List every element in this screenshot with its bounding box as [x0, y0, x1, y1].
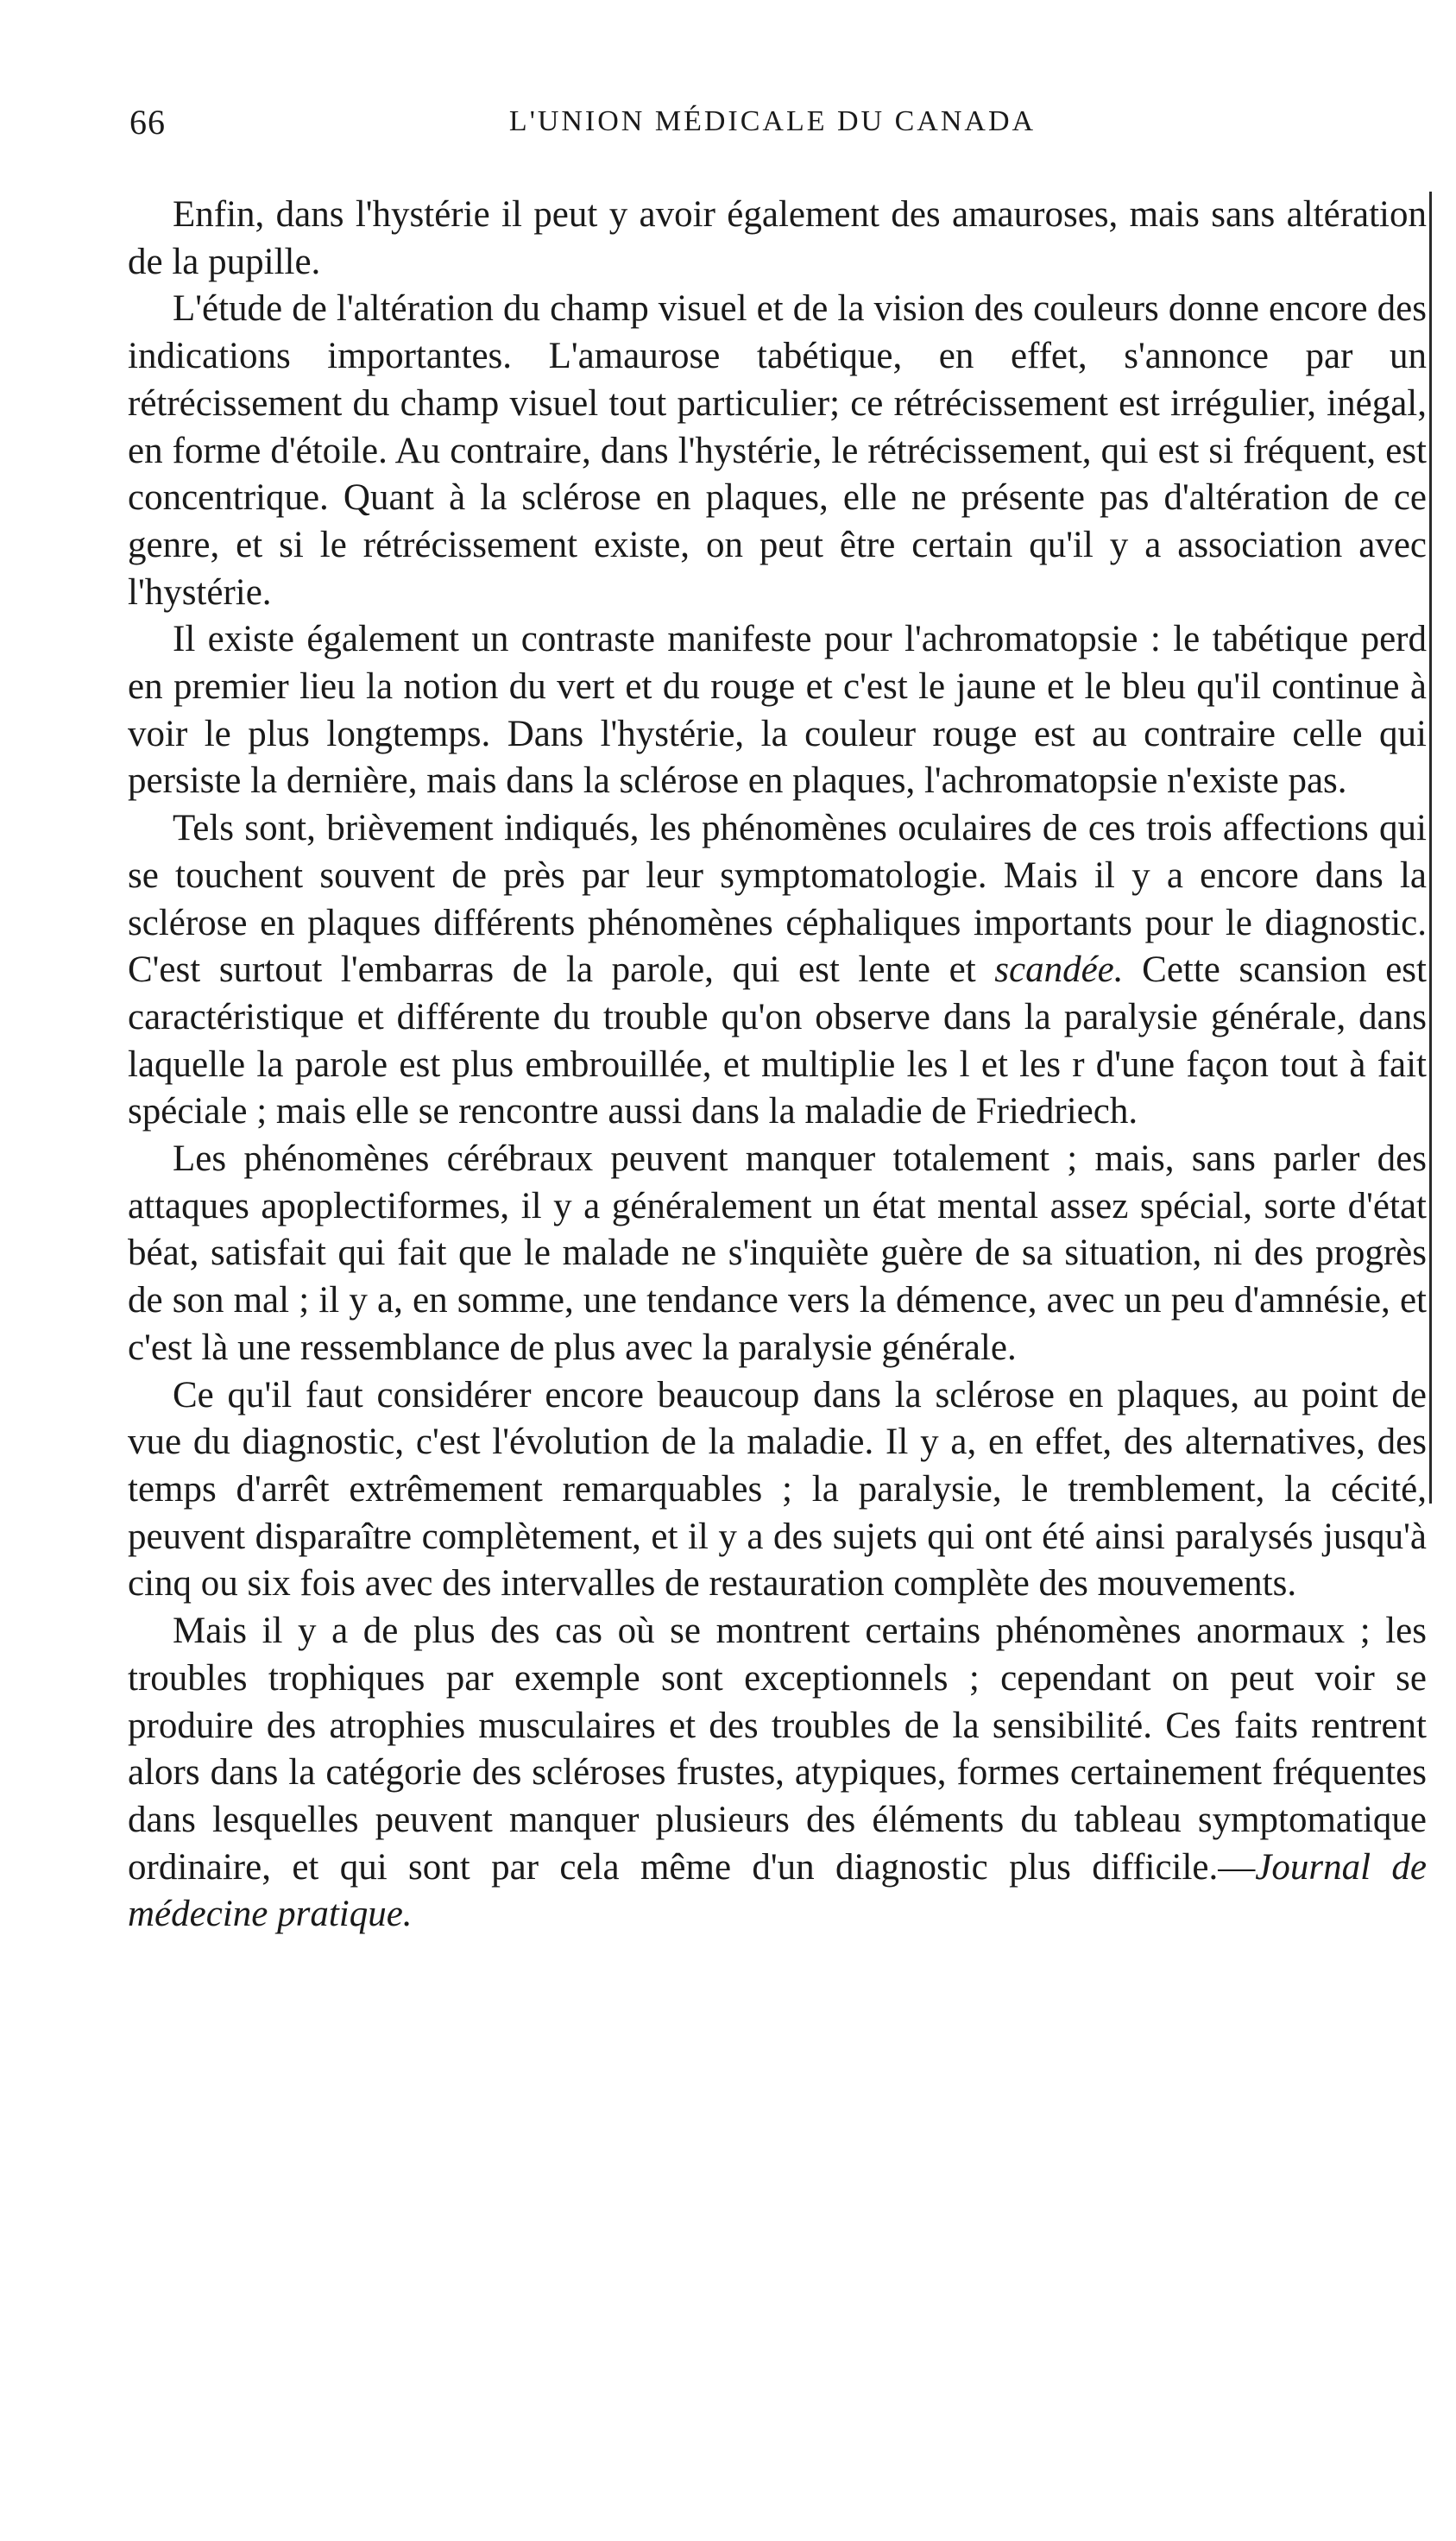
italic-term: scandée. [994, 949, 1124, 991]
paragraph-phenomenes-anormaux [128, 1608, 1427, 1939]
margin-rule [1429, 192, 1432, 1504]
page-number: 66 [129, 103, 166, 142]
paragraph-achromatopsie [128, 616, 1427, 805]
paragraph-text: Tels sont, brièvement indiqués, les phénomènes oculaires de ces trois affections qui se touchent souvent de près par leur symptomatologie. Mais il y a encore dans la sclérose en plaques différents phénomènes céphaliques importants pour le diagnostic. C'est surtout l'embarras de la parole, qui est lente et [128, 808, 1427, 991]
paragraph-text: Cette scansion est caractéristique et différente du trouble qu'on observe dans la paralysie générale, dans laquelle la parole est plus embrouillée, et multiplie les l et les r d'une façon tout à fait spéciale ; mais elle se rencontre aussi dans la maladie de Friedriech. [128, 949, 1427, 1132]
paragraph-text: Mais il y a de plus des cas où se montrent certains phénomènes anormaux ; les troubles trophiques par exemple sont exceptionnels ; cependant on peut voir se produire des atrophies musculaires et des troubles de la sensibilité. Ces faits rentrent alors dans la catégorie des scléroses frustes, atypiques, formes certainement fréquentes dans lesquelles peuvent manquer plusieurs des éléments du tableau symptomatique ordinaire, et qui sont par cela même d'un diagnostic plus difficile.— [128, 1611, 1427, 1888]
paragraph-text: Enfin, dans l'hystérie il peut y avoir également des amauroses, mais sans altération de la pupille. [128, 194, 1427, 282]
paragraph-phenomenes-cerebraux [128, 1136, 1427, 1372]
article-body [128, 192, 1427, 1939]
paragraph-text: Ce qu'il faut considérer encore beaucoup dans la sclérose en plaques, au point de vue du diagnostic, c'est l'évolution de la maladie. Il y a, en effet, des alternatives, des temps d'arrêt extrêmement remarquables ; la paralysie, le tremblement, la cécité, peuvent disparaître complètement, et il y a des sujets qui ont été ainsi paralysés jusqu'à cinq ou six fois avec des intervalles de restauration complète des mouvements. [128, 1374, 1427, 1605]
source-citation: Journal de médecine pratique. [128, 1846, 1427, 1935]
paragraph-amauroses [128, 192, 1427, 286]
paragraph-evolution [128, 1372, 1427, 1609]
paragraph-champ-visuel [128, 286, 1427, 616]
paragraph-text: L'étude de l'altération du champ visuel et de la vision des couleurs donne encore des indications importantes. L'amaurose tabétique, en effet, s'annonce par un rétrécissement du champ visuel tout particulier; ce rétrécissement est irrégulier, inégal, en forme d'étoile. Au contraire, dans l'hystérie, le rétrécissement, qui est si fréquent, est concentrique. Quant à la sclérose en plaques, elle ne présente pas d'altération de ce genre, et si le rétrécissement existe, on peut être certain qu'il y a association avec l'hystérie. [128, 288, 1427, 613]
paragraph-text: Il existe également un contraste manifeste pour l'achromatopsie : le tabétique perd en premier lieu la notion du vert et du rouge et c'est le jaune et le bleu qu'il continue à voir le plus longtemps. Dans l'hystérie, la couleur rouge est au contraire celle qui persiste la dernière, mais dans la sclérose en plaques, l'achromatopsie n'existe pas. [128, 619, 1427, 802]
running-title: L'UNION MÉDICALE DU CANADA [508, 105, 1037, 137]
paragraph-phenomenes-oculaires [128, 805, 1427, 1136]
paragraph-text: Les phénomènes cérébraux peuvent manquer totalement ; mais, sans parler des attaques apoplectiformes, il y a généralement un état mental assez spécial, sorte d'état béat, satisfait qui fait que le malade ne s'inquiète guère de sa situation, ni des progrès de son mal ; il y a, en somme, une tendance vers la démence, avec un peu d'amnésie, et c'est là une ressemblance de plus avec la paralysie générale. [128, 1138, 1427, 1368]
page-header [129, 102, 1415, 154]
